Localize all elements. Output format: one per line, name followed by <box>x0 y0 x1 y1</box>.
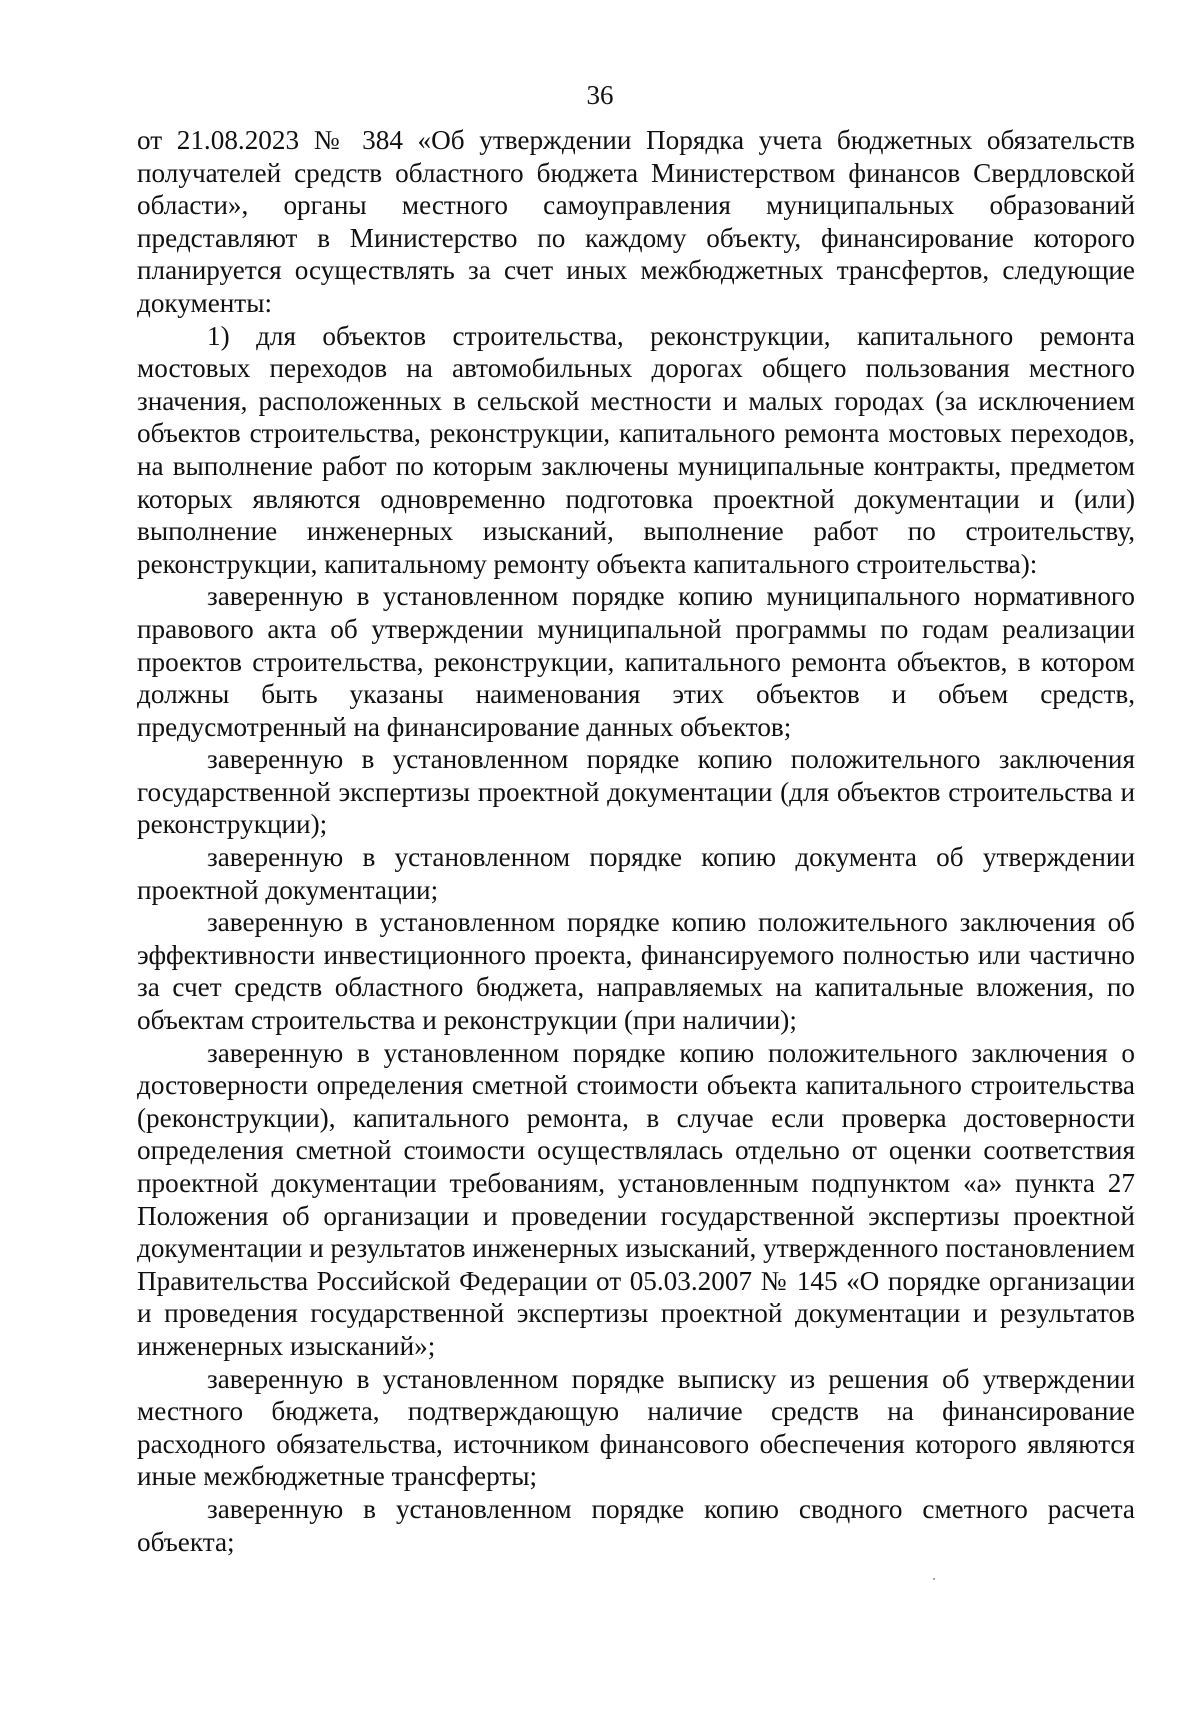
paragraph-summary-estimate-copy: заверенную в установленном порядке копию сводного сметного расчета объекта; <box>137 1493 1135 1557</box>
paragraph-budget-extract: заверенную в установленном порядке выписку из решения об утверждении местного бюджета, подтверждающую наличие средств на финансирование расходного обязательства, источником финансового обеспечения которого являются иные межбюджетные трансферты; <box>137 1363 1135 1492</box>
paragraph-continuation: от 21.08.2023 № 384 «Об утверждении Порядка учета бюджетных обязательств получателей средств областного бюджета Министерством финансов Свердловской области», органы местного самоуправления муниципальных образований представляют в Министерство по каждому объекту, финансирование которого планируется осуществлять за счет иных межбюджетных трансфертов, следующие документы: <box>137 125 1135 318</box>
scan-speck <box>933 1578 935 1580</box>
paragraph-estimate-reliability-copy: заверенную в установленном порядке копию положительного заключения о достоверности определения сметной стоимости объекта капитального строительства (реконструкции), капитального ремонта, в случае если проверка достоверности определения сметной стоимости осуществлялась отдельно от оценки соответствия проектной документации требованиям, установленным подпунктом «а» пункта 27 Положения об организации и проведении государственной экспертизы проектной документации и результатов инженерных изысканий, утвержденного постановлением Правительства Российской Федерации от 05.03.2007 № 145 «О порядке организации и проведения государственной экспертизы проектной документации и результатов инженерных изысканий»; <box>137 1037 1135 1361</box>
paragraph-municipal-program-copy: заверенную в установленном порядке копию муниципального нормативного правового акта об утверждении муниципальной программы по годам реализации проектов строительства, реконструкции, капитального ремонта объектов, в котором должны быть указаны наименования этих объектов и объем средств, предусмотренный на финансирование данных объектов; <box>137 581 1135 742</box>
paragraph-project-approval-copy: заверенную в установленном порядке копию документа об утверждении проектной документации; <box>137 842 1135 905</box>
paragraph-item-1: 1) для объектов строительства, реконструкции, капитального ремонта мостовых переходов на автомобильных дорогах общего пользования местного значения, расположенных в сельской местности и малых городах (за исключением объектов строительства, реконструкции, капитального ремонта мостовых переходов, на выполнение работ по которым заключены муниципальные контракты, предметом которых являются одновременно подготовка проектной документации и (или) выполнение инженерных изысканий, выполнение работ по строительству, реконструкции, капитальному ремонту объекта капитального строительства): <box>137 320 1135 579</box>
page-number: 36 <box>586 80 614 110</box>
paragraph-efficiency-conclusion-copy: заверенную в установленном порядке копию положительного заключения об эффективности инвестиционного проекта, финансируемого полностью или частично за счет средств областного бюджета, направляемых на капитальные вложения, по объектам строительства и реконструкции (при наличии); <box>137 907 1135 1036</box>
document-body <box>137 124 1135 1558</box>
paragraph-state-expertise-copy: заверенную в установленном порядке копию положительного заключения государственной экспертизы проектной документации (для объектов строительства и реконструкции); <box>137 744 1135 840</box>
